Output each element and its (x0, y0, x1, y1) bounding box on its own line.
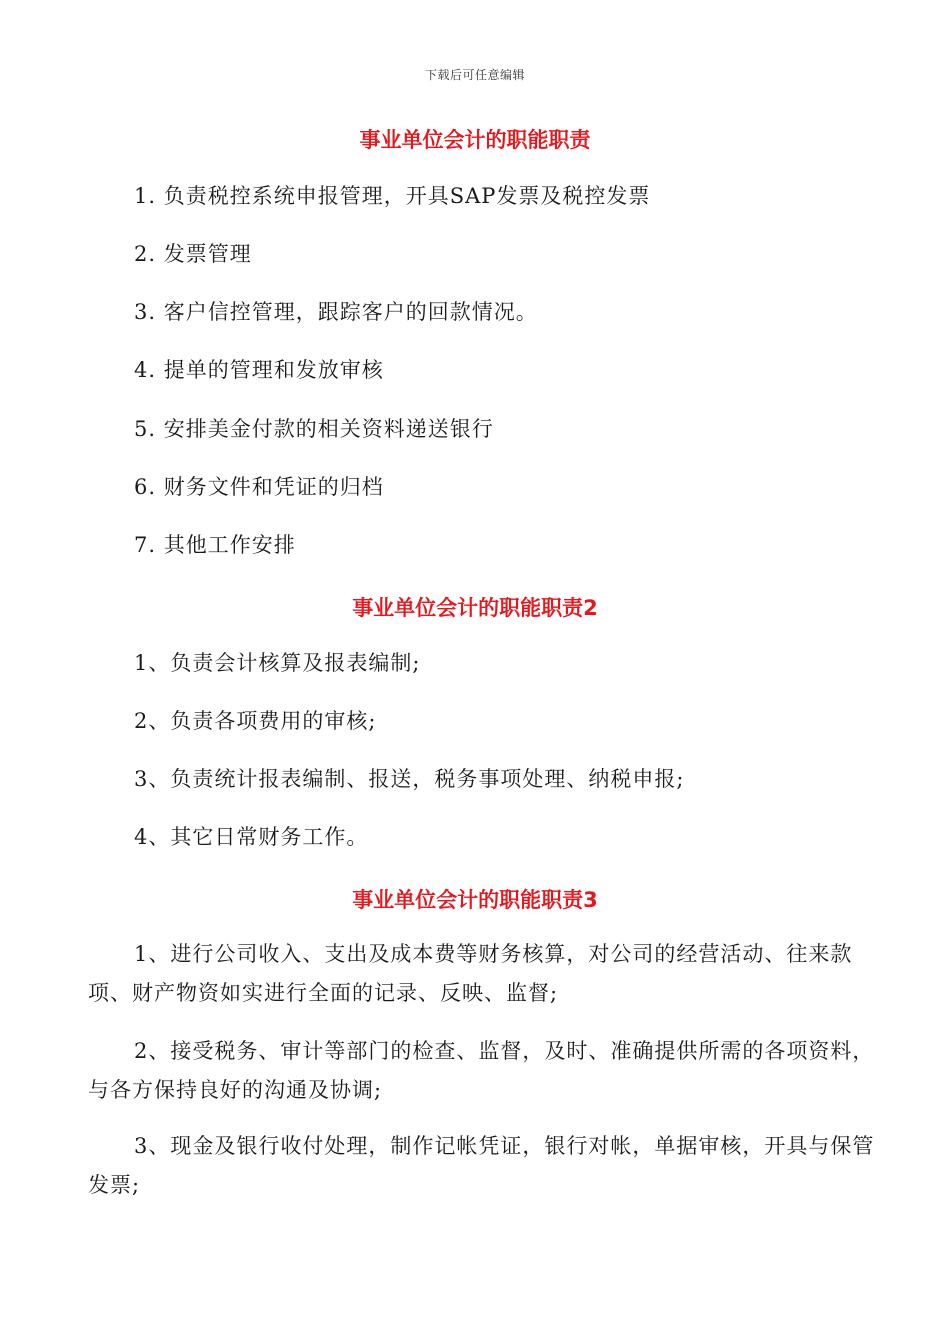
paragraph-item: 3、现金及银行收付处理，制作记帐凭证，银行对帐，单据审核，开具与保管发票; (88, 1134, 875, 1197)
list-item: 1. 负责税控系统申报管理，开具SAP发票及税控发票 (134, 184, 651, 208)
list-item: 6. 财务文件和凭证的归档 (134, 475, 384, 499)
section-title-2: 事业单位会计的职能职责2 (352, 596, 598, 620)
header-note: 下载后可任意编辑 (424, 68, 525, 82)
list-item: 4. 提单的管理和发放审核 (134, 358, 384, 382)
list-item: 7. 其他工作安排 (134, 533, 296, 557)
paragraph-item: 2、接受税务、审计等部门的检查、监督，及时、准确提供所需的各项资料，与各方保持良好的沟通及协调; (88, 1039, 875, 1102)
list-item: 2、负责各项费用的审核; (134, 709, 377, 733)
section-title-3: 事业单位会计的职能职责3 (352, 888, 598, 912)
section-title-1: 事业单位会计的职能职责 (359, 128, 591, 152)
paragraph-item: 1、进行公司收入、支出及成本费等财务核算，对公司的经营活动、往来款项、财产物资如实进行全面的记录、反映、监督; (88, 942, 853, 1005)
list-item: 3、负责统计报表编制、报送，税务事项处理、纳税申报; (134, 767, 685, 791)
list-item: 1、负责会计核算及报表编制; (134, 651, 421, 675)
list-item: 4、其它日常财务工作。 (134, 825, 369, 849)
list-item: 3. 客户信控管理，跟踪客户的回款情况。 (134, 300, 538, 324)
list-item: 2. 发票管理 (134, 242, 252, 266)
list-item: 5. 安排美金付款的相关资料递送银行 (134, 417, 494, 441)
